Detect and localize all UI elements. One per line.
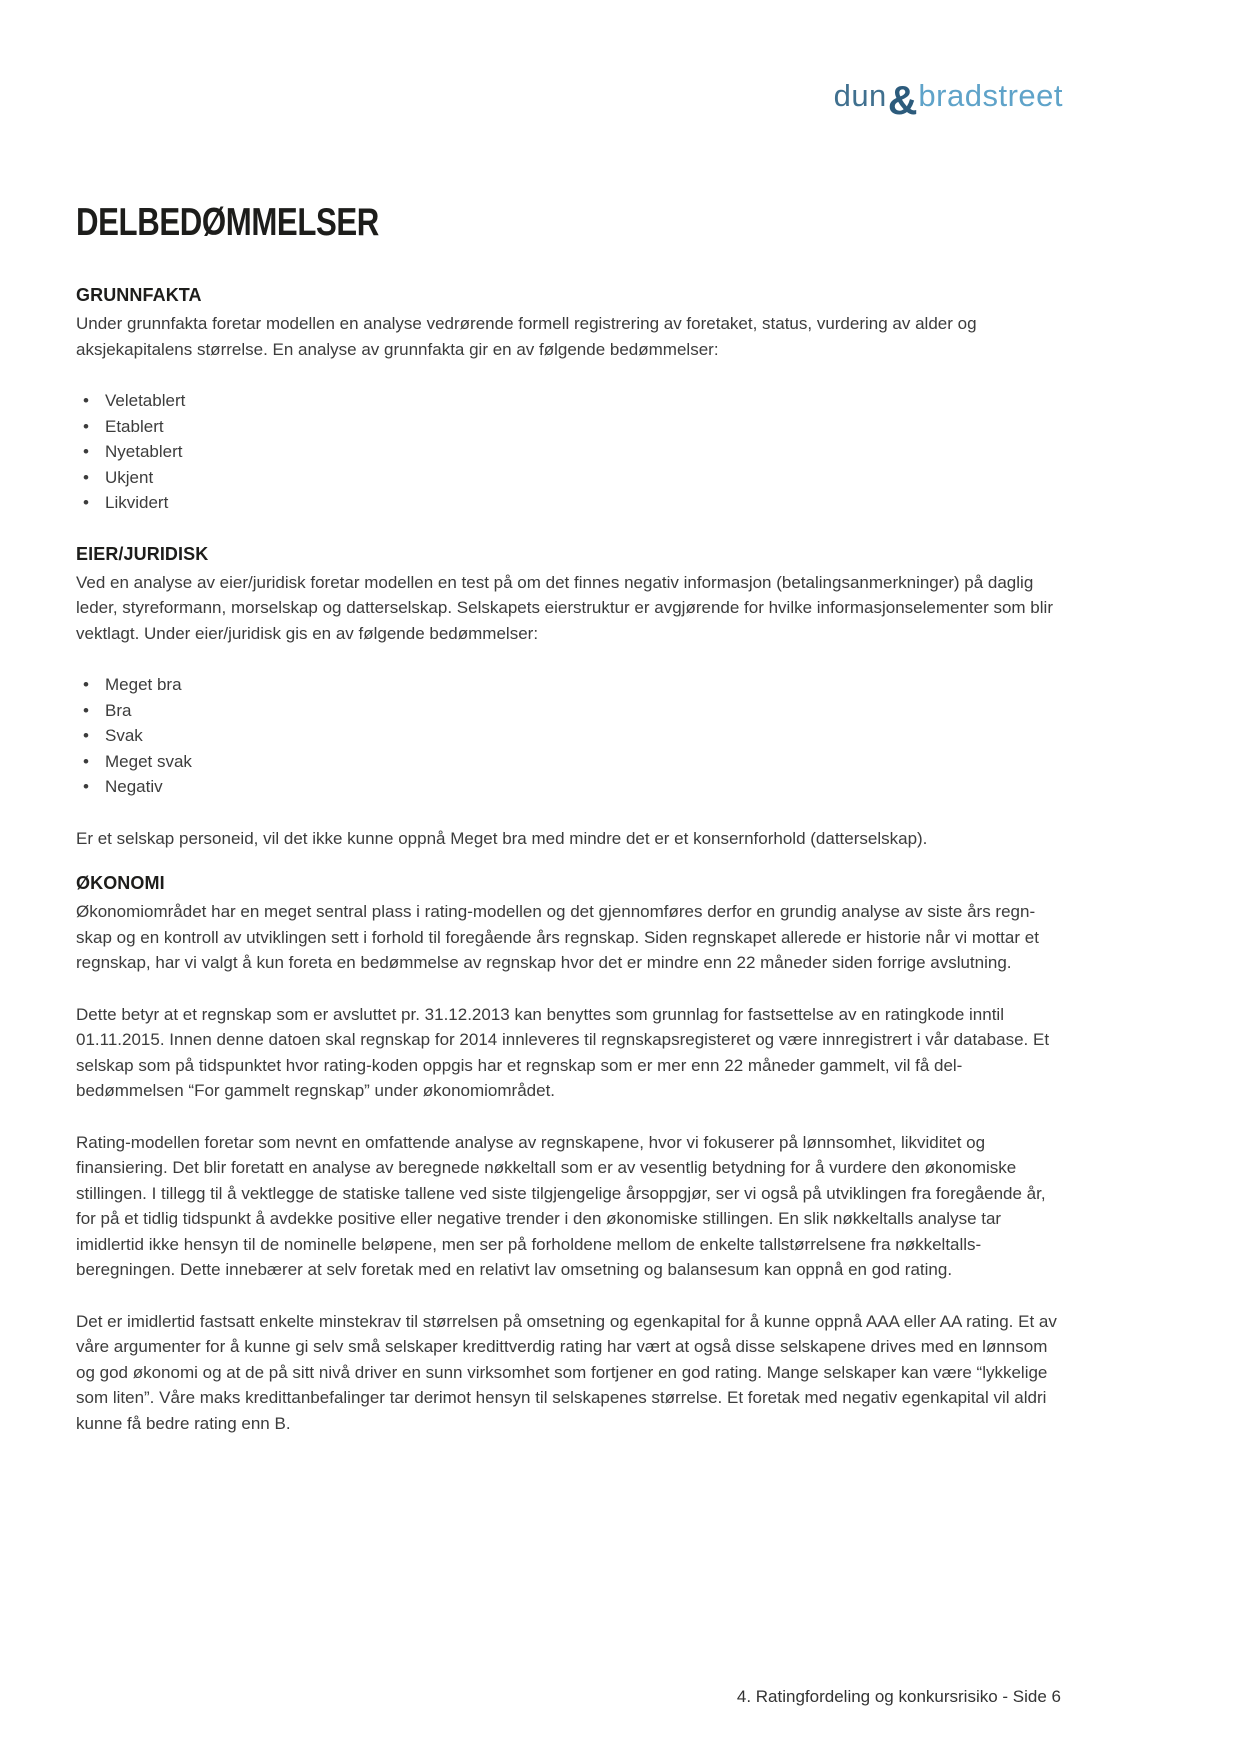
bullet-item: • Nyetablert — [76, 439, 1068, 465]
section-grunnfakta — [76, 283, 1068, 516]
section-okonomi — [76, 871, 1068, 1436]
bullet-item: • Ukjent — [76, 465, 1068, 491]
eier-juridisk-heading: EIER/JURIDISK — [76, 543, 209, 564]
footer-text: 4. Ratingfordeling og konkursrisiko - Side 6 — [736, 1687, 1061, 1706]
section-eier-juridisk — [76, 542, 1068, 852]
bullet-item: • Meget bra — [76, 672, 1068, 698]
page-footer — [737, 1684, 1061, 1709]
document-content — [76, 203, 1068, 1462]
eier-juridisk-note: Er et selskap personeid, vil det ikke kunne oppnå Meget bra med mindre det er et konsernforhold (datterselskap). — [76, 828, 928, 848]
logo-ampersand-icon: & — [887, 77, 918, 124]
grunnfakta-heading: GRUNNFAKTA — [76, 285, 202, 305]
logo-text-dun: dun — [833, 78, 887, 113]
eier-juridisk-bullet-list — [76, 672, 1068, 800]
bullet-item: • Likvidert — [76, 490, 1068, 516]
bullet-item: • Bra — [76, 698, 1068, 724]
grunnfakta-bullet-list — [76, 388, 1068, 516]
okonomi-paragraph-2: Dette betyr at et regnskap som er avsluttet pr. 31.12.2013 kan benyttes som grunnlag for fastsettelse av en ratingkode inntil 01.11.2015. Innen denne datoen skal regnskap for 2014 innleveres til regnskapsregisteret og være innregistrert i vår database. Et selskap som på tidspunktet hvor rating-koden oppgis har et regnskap som er mer enn 22 måneder gammelt, vil få del- bedømmelsen “For gammelt regnskap” under økonomiområdet. — [76, 1004, 1050, 1100]
okonomi-paragraph-4: Det er imidlertid fastsatt enkelte minstekrav til størrelsen på omsetning og egenkapital for å kunne oppnå AAA eller AA rating. Et av våre argumenter for å kunne gi selv små selskaper kredittverdig rating har vært at også disse selskapene drives med en lønnsom og god økonomi og at de på sitt nivå driver en sunn virksomhet som fortjener en god rating. Mange selskaper kan være “lykkelige som liten”. Våre maks kredittanbefalinger tar derimot hensyn til selskapenes størrelse. Et foretak med negativ egenkapital vil aldri kunne få bedre rating enn B. — [76, 1311, 1057, 1433]
bullet-item: • Svak — [76, 723, 1068, 749]
bullet-item: • Veletablert — [76, 388, 1068, 414]
page-title: DELBEDØMMELSER — [76, 201, 379, 244]
bullet-item: • Meget svak — [76, 749, 1068, 775]
okonomi-heading: ØKONOMI — [76, 873, 165, 893]
grunnfakta-intro: Under grunnfakta foretar modellen en analyse vedrørende formell registrering av foretaket, status, vurdering av alder og aksjekapitalens størrelse. En analyse av grunnfakta gir en av følgende bedømmelser: — [76, 314, 977, 359]
okonomi-paragraph-3: Rating-modellen foretar som nevnt en omfattende analyse av regnskapene, hvor vi fokuserer på lønnsomhet, likviditet og finansiering. Det blir foretatt en analyse av beregnede nøkkeltall som er av vesentlig betydning for å vurdere den økonomiske stillingen. I tillegg til å vektlegge de statiske tallene ved siste tilgjengelige årsoppgjør, ser vi også på utviklingen fra foregående år, for på et tidlig tidspunkt å avdekke positive eller negative trender i den økonomiske stillingen. En slik nøkkeltalls analyse tar imidlertid ikke hensyn til de nominelle beløpene, men ser på forholdene mellom de enkelte tallstørrelsene fra nøkkeltalls- beregningen. Dette innebærer at selv foretak med en relativt lav omsetning og balansesum kan oppnå en god rating. — [76, 1132, 1046, 1279]
eier-juridisk-intro: Ved en analyse av eier/juridisk foretar modellen en test på om det finnes negativ informasjon (betalingsanmerkninger) på daglig leder, styreformann, morselskap og datterselskap. Selskapets eierstruktur er avgjørende for hvilke informasjonselementer som blir vektlagt. Under eier/juridisk gis en av følgende bedømmelser: — [76, 572, 1053, 643]
dun-bradstreet-logo — [833, 77, 1063, 124]
okonomi-paragraph-1: Økonomiområdet har en meget sentral plass i rating-modellen og det gjennomføres derfor en grundig analyse av siste års regn- skap og en kontroll av utviklingen sett i forhold til foregående års regnskap. Siden regnskapet allerede er historie når vi mottar et regnskap, har vi valgt å kun foreta en bedømmelse av regnskap hvor det er mindre enn 22 måneder siden forrige avslutning. — [76, 902, 1039, 972]
bullet-item: • Etablert — [76, 414, 1068, 440]
bullet-item: • Negativ — [76, 774, 1068, 800]
logo-text-bradstreet: bradstreet — [918, 78, 1063, 113]
